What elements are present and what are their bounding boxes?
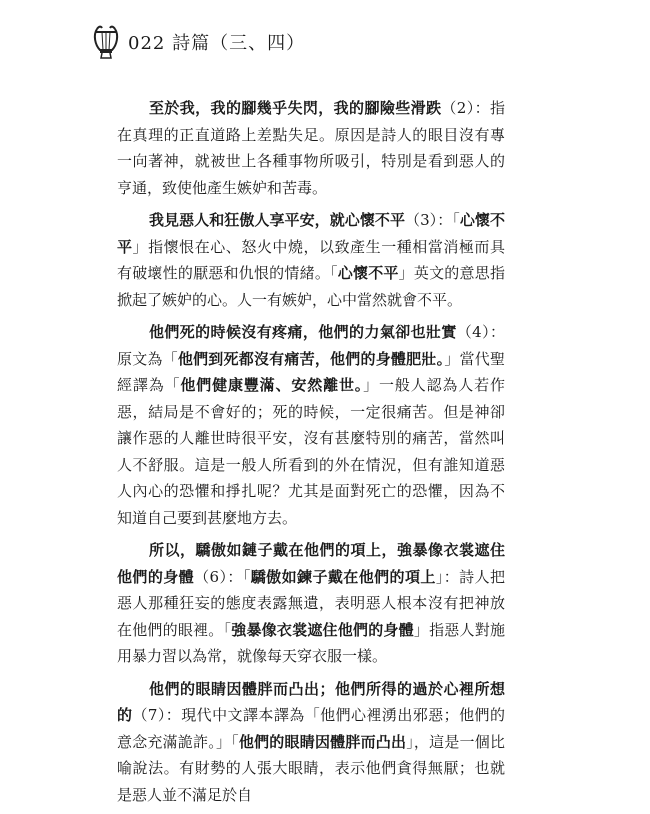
bold-phrase: 心懷不平 — [117, 211, 505, 256]
bold-phrase: 心懷不平 — [337, 264, 399, 282]
text-run: （3）：「 — [405, 211, 460, 229]
text-run: 」當代聖經譯為「 — [117, 349, 505, 394]
bold-phrase: 我見惡人和狂傲人享平安，就心懷不平 — [149, 211, 406, 229]
bold-phrase: 他們到死都沒有痛苦，他們的身體肥壯。 — [177, 349, 445, 368]
paragraph — [117, 207, 505, 313]
lyre-icon — [92, 23, 120, 61]
chapter-title: 詩篇（三、四） — [172, 33, 306, 54]
body-text — [117, 95, 505, 814]
text-run: 」指惡人對施用暴力習以為常，就像每天穿衣服一樣。 — [117, 620, 505, 665]
text-run: 」指懷恨在心、怒火中燒，以致產生一種相當消極而具有破壞性的厭惡和仇恨的情緒。「 — [117, 237, 505, 282]
bold-phrase: 他們健康豐滿、安然離世。 — [180, 376, 364, 394]
page-number-and-title — [128, 29, 305, 55]
bold-phrase: 他們死的時候沒有疼痛，他們的力氣卻也壯實 — [149, 323, 457, 341]
text-run: 」英文的意思指掀起了嫉妒的心。人一有嫉妒，心中當然就會不平。 — [117, 264, 505, 309]
bold-phrase: 至於我，我的腳幾乎失閃，我的腳險些滑跌 — [149, 99, 442, 117]
text-run: 」一般人認為人若作惡，結局是不會好的；死的時候，一定很痛苦。但是神卻讓作惡的人離世時很平安，沒有甚麼特別的痛苦，當然叫人不舒服。這是一般人所看到的外在情況，但有誰知道惡人內心的恐懼和掙扎呢？尤其是面對死亡的恐懼，因為不知道自己要到甚麼地方去。 — [117, 376, 505, 527]
bold-phrase: 所以，驕傲如鏈子戴在他們的項上，強暴像衣裳遮住他們的身體 — [117, 541, 505, 586]
text-run: 」：詩人把惡人那種狂妄的態度表露無遺，表明惡人根本沒有把神放在他們的眼裡。「 — [117, 567, 505, 639]
bold-phrase: 他們的眼睛因體胖而凸出；他們所得的過於心裡所想的 — [117, 679, 505, 724]
paragraph — [117, 676, 505, 809]
bold-phrase: 驕傲如鍊子戴在他們的項上 — [250, 567, 436, 586]
bold-phrase: 強暴像衣裳遮住他們的身體 — [231, 620, 414, 639]
text-run: （7）：現代中文譯本譯為「他們心裡湧出邪惡；他們的意念充滿詭詐。」「 — [117, 706, 505, 751]
paragraph — [117, 319, 505, 531]
running-header — [92, 22, 305, 62]
text-run: 」，這是一個比喻說法。有財勢的人張大眼睛，表示他們貪得無厭；也就是惡人並不滿足於自 — [117, 732, 505, 804]
page-number: 022 — [128, 33, 166, 54]
paragraph — [117, 537, 505, 670]
paragraph — [117, 95, 505, 201]
text-run: （2）：指在真理的正直道路上差點失足。原因是詩人的眼目沒有專一向著神，就被世上各種事物所吸引，特別是看到惡人的亨通，致使他產生嫉妒和苦毒。 — [117, 99, 505, 197]
bold-phrase: 他們的眼睛因體胖而凸出 — [238, 732, 407, 751]
text-run: （4）：原文為「 — [117, 323, 505, 368]
text-run: （6）：「 — [194, 567, 251, 586]
